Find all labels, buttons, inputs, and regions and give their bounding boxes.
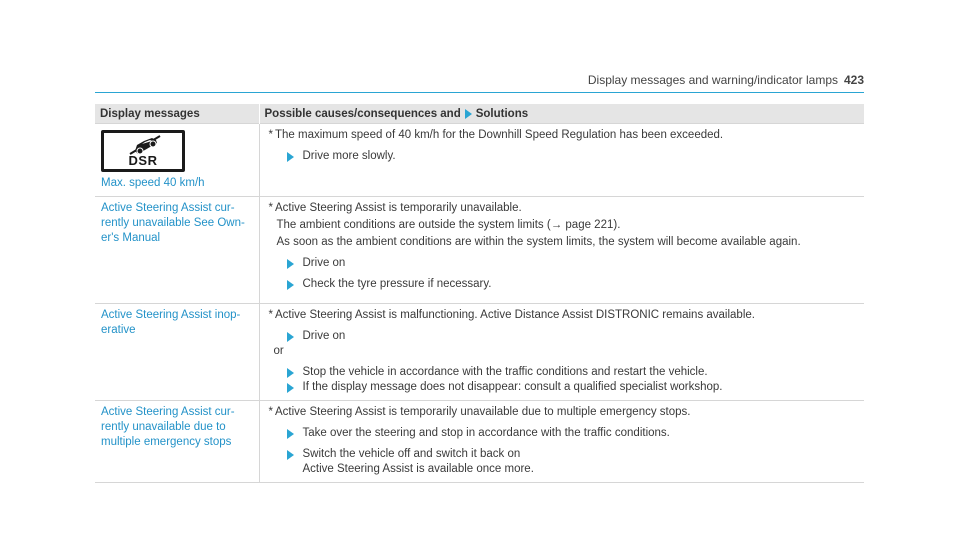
cause-cell — [259, 197, 864, 304]
arrow-right-icon — [287, 259, 294, 269]
cause-text: * Active Steering Assist is malfunctioning. Active Distance Assist DISTRONIC remains available. — [268, 309, 755, 321]
column-header-solutions-label: Solutions — [475, 107, 529, 120]
message-text: Active Steering Assist inop- erative — [101, 309, 241, 336]
table-header-row — [95, 104, 864, 124]
cause-detail: The ambient conditions are outside the system limits (→ page 221). — [276, 219, 621, 231]
arrow-right-icon — [287, 429, 294, 439]
page-header — [95, 64, 864, 93]
cause-text: * Active Steering Assist is temporarily unavailable due to multiple emergency stops. — [268, 406, 691, 418]
message-text: Max. speed 40 km/h — [101, 177, 205, 189]
solution-step: Check the tyre pressure if necessary. — [266, 277, 859, 292]
table-row — [95, 401, 864, 483]
message-cell — [95, 304, 259, 401]
page-number: 423 — [843, 73, 864, 87]
display-messages-table — [95, 104, 864, 483]
solution-step: Drive on — [266, 329, 859, 344]
message-text: Active Steering Assist cur- rently unavailable due to multiple emergency stops — [101, 406, 235, 448]
page-header-title: Display messages and warning/indicator lamps — [587, 73, 838, 87]
column-header-causes-label: Possible causes/consequences and — [264, 107, 461, 120]
solution-step: Stop the vehicle in accordance with the traffic conditions and restart the vehicle. — [266, 365, 859, 380]
column-header-display-messages: Display messages — [95, 104, 259, 124]
arrow-right-icon — [465, 109, 472, 119]
arrow-right-icon — [287, 383, 294, 393]
message-cell — [95, 197, 259, 304]
arrow-right-icon — [287, 152, 294, 162]
cause-detail: As soon as the ambient conditions are within the system limits, the system will become available again. — [276, 236, 801, 248]
table-row — [95, 197, 864, 304]
solution-step: Take over the steering and stop in accordance with the traffic conditions. — [266, 426, 859, 441]
solution-step: If the display message does not disappear: consult a qualified specialist workshop. — [266, 380, 859, 395]
cause-text: * The maximum speed of 40 km/h for the Downhill Speed Regulation has been exceeded. — [268, 129, 724, 141]
dsr-icon — [101, 130, 185, 172]
result-text: Active Steering Assist is available once more. — [302, 463, 534, 475]
message-cell — [95, 124, 259, 197]
message-text: Active Steering Assist cur- rently unavailable See Own- er's Manual — [101, 202, 245, 244]
dsr-icon-label: DSR — [128, 153, 158, 168]
arrow-right-icon — [287, 450, 294, 460]
solution-step: Drive on — [266, 256, 859, 271]
table-row — [95, 304, 864, 401]
arrow-right-icon — [287, 368, 294, 378]
message-cell — [95, 401, 259, 483]
cause-cell — [259, 124, 864, 197]
cause-text: * Active Steering Assist is temporarily unavailable. — [268, 202, 522, 214]
cause-cell — [259, 304, 864, 401]
solution-step: Drive more slowly. — [266, 149, 859, 164]
column-header-causes — [259, 104, 864, 124]
table-row — [95, 124, 864, 197]
cause-cell — [259, 401, 864, 483]
solution-step: Switch the vehicle off and switch it back on — [266, 447, 859, 462]
or-text: or — [273, 345, 284, 357]
arrow-right-icon — [287, 280, 294, 290]
arrow-right-icon — [287, 332, 294, 342]
